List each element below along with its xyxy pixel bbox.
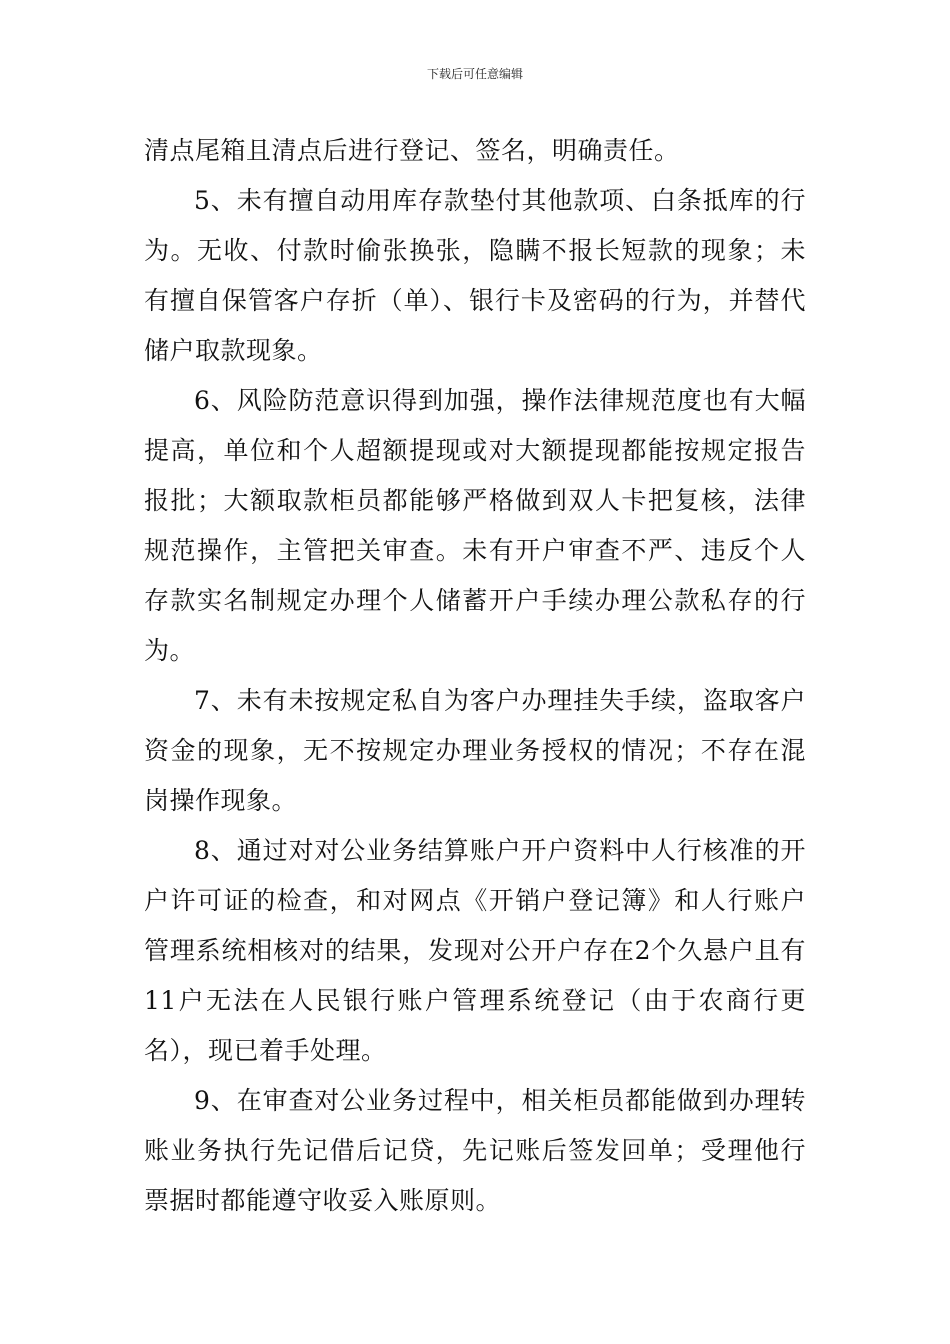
paragraph-item-7: 7、未有未按规定私自为客户办理挂失手续，盗取客户资金的现象，无不按规定办理业务授权的情况；不存在混岗操作现象。 <box>144 686 806 815</box>
paragraph-continuation: 清点尾箱且清点后进行登记、签名，明确责任。 <box>144 136 680 165</box>
page-header: 下载后可任意编辑 <box>426 67 523 81</box>
document-body <box>144 126 806 1226</box>
paragraph-item-9: 9、在审查对公业务过程中，相关柜员都能做到办理转账业务执行先记借后记贷，先记账后签发回单；受理他行票据时都能遵守收妥入账原则。 <box>144 1086 806 1215</box>
paragraph-item-5: 5、未有擅自动用库存款垫付其他款项、白条抵库的行为。无收、付款时偷张换张，隐瞒不报长短款的现象；未有擅自保管客户存折（单）、银行卡及密码的行为，并替代储户取款现象。 <box>144 186 806 365</box>
paragraph-item-6: 6、风险防范意识得到加强，操作法律规范度也有大幅提高，单位和个人超额提现或对大额提现都能按规定报告报批；大额取款柜员都能够严格做到双人卡把复核，法律规范操作，主管把关审查。未有开户审查不严、违反个人存款实名制规定办理个人储蓄开户手续办理公款私存的行为。 <box>144 386 806 665</box>
paragraph-item-8: 8、通过对对公业务结算账户开户资料中人行核准的开户许可证的检查，和对网点《开销户登记簿》和人行账户管理系统相核对的结果，发现对公开户存在2个久悬户且有11户无法在人民银行账户管理系统登记（由于农商行更名），现已着手处理。 <box>144 836 806 1065</box>
